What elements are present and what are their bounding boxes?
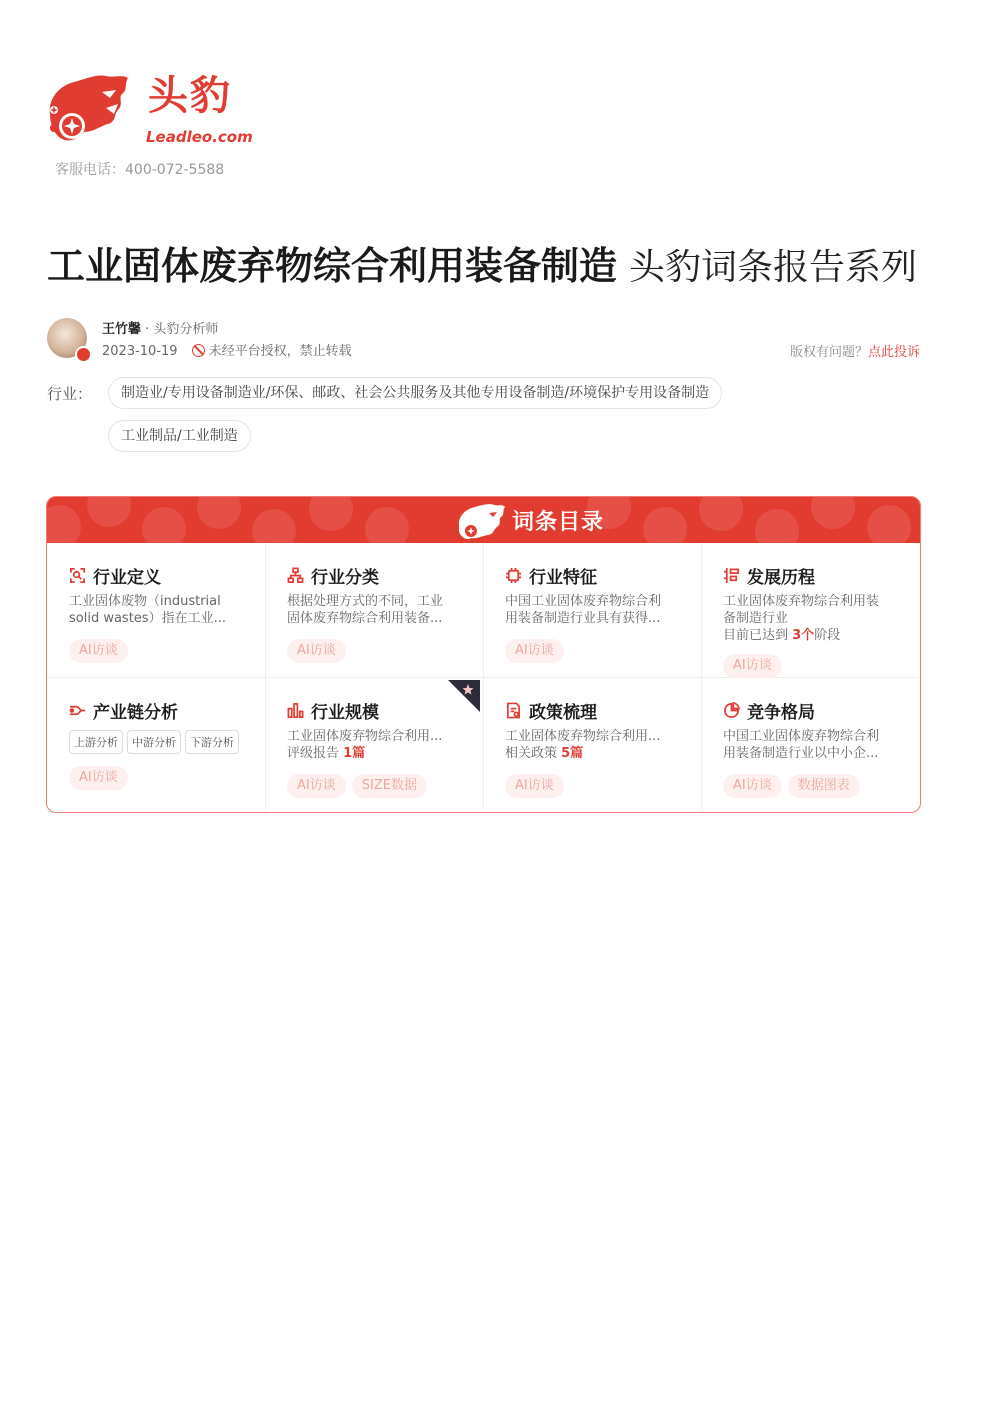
search-doc-icon <box>69 567 86 584</box>
premium-corner-icon <box>448 680 480 712</box>
complaint-area <box>790 341 920 360</box>
toc-cell-line: 用装备制造行业以中小企... <box>723 746 879 761</box>
toc-cell-history[interactable] <box>701 543 919 678</box>
complaint-link[interactable]: 点此投诉 <box>867 345 920 360</box>
toc-cell-definition[interactable] <box>47 543 265 663</box>
ai-interview-pill[interactable]: AI访谈 <box>69 639 128 663</box>
date-line <box>102 340 352 359</box>
toc-cell-title: 行业分类 <box>311 567 379 588</box>
downstream-tag[interactable]: 下游分析 <box>185 730 239 754</box>
toc-cell-extra: 评级报告 1篇 <box>287 746 366 761</box>
toc-cell-classification[interactable] <box>265 543 483 663</box>
avatar-badge-icon <box>75 346 92 363</box>
toc-cell-extra: 目前已达到 3个阶段 <box>723 628 841 643</box>
brand-name-en: Leadleo.com <box>146 128 253 146</box>
toc-cell-title: 政策梳理 <box>529 702 597 723</box>
toc-cell-line: 工业固体废物（industrial <box>69 594 221 609</box>
toc-cell-title: 行业规模 <box>311 702 379 723</box>
toc-cell-line: 工业固体废弃物综合利用... <box>505 729 661 744</box>
toc-cell-line: 备制造行业 <box>723 611 789 626</box>
size-data-pill[interactable]: SIZE数据 <box>352 774 427 798</box>
pie-chart-icon <box>723 702 740 719</box>
toc-cell-policy[interactable] <box>483 678 701 798</box>
publish-date: 2023-10-19 <box>102 344 178 359</box>
ai-interview-pill[interactable]: AI访谈 <box>69 766 128 790</box>
toc-cell-line: 中国工业固体废弃物综合利 <box>723 729 880 744</box>
data-chart-pill[interactable]: 数据图表 <box>788 774 860 798</box>
toc-cell-line: 根据处理方式的不同，工业 <box>287 594 444 609</box>
toc-cell-title: 竞争格局 <box>747 702 815 723</box>
copyright-notice: 未经平台授权，禁止转载 <box>208 344 352 359</box>
hierarchy-icon <box>287 567 304 584</box>
toc-cell-title: 发展历程 <box>747 567 815 588</box>
complaint-prefix: 版权有问题？ <box>789 345 868 360</box>
toc-cell-title: 产业链分析 <box>93 702 178 723</box>
author-name[interactable]: 王竹馨 <box>102 322 142 337</box>
prohibited-icon <box>192 344 205 357</box>
chip-icon <box>505 567 522 584</box>
toc-header <box>47 497 920 543</box>
toc-cell-line: 工业固体废弃物综合利用装 <box>723 594 880 609</box>
toc-cell-line: solid wastes）指在工业... <box>69 611 226 626</box>
toc-cell-extra: 相关政策 5篇 <box>505 746 584 761</box>
toc-cell-line: 用装备制造行业具有获得... <box>505 611 661 626</box>
author-role: · 头豹分析师 <box>145 322 219 337</box>
toc-cell-competition[interactable] <box>701 678 919 798</box>
upstream-tag[interactable]: 上游分析 <box>69 730 123 754</box>
ai-interview-pill[interactable]: AI访谈 <box>723 654 782 678</box>
toc-title: 词条目录 <box>512 510 605 535</box>
author-line <box>102 318 218 337</box>
industry-label: 行业： <box>47 385 93 403</box>
toc-panel <box>46 496 921 813</box>
toc-cell-title: 行业特征 <box>529 567 597 588</box>
report-title-main: 工业固体废弃物综合利用装备制造 <box>47 244 618 288</box>
toc-cell-features[interactable] <box>483 543 701 663</box>
industry-tag[interactable]: 工业制品/工业制造 <box>108 420 251 452</box>
toc-cell-title: 行业定义 <box>93 567 161 588</box>
toc-cell-line: 中国工业固体废弃物综合利 <box>505 594 662 609</box>
hotline-text: 客服电话：400-072-5588 <box>55 162 225 178</box>
industry-tag[interactable]: 制造业/专用设备制造业/环保、邮政、社会公共服务及其他专用设备制造/环境保护专用设备制造 <box>108 377 722 409</box>
ai-interview-pill[interactable]: AI访谈 <box>505 639 564 663</box>
leadleo-mascot-icon <box>455 501 507 541</box>
policy-doc-icon <box>505 702 522 719</box>
toc-cell-line: 固体废弃物综合利用装备... <box>287 611 443 626</box>
toc-cell-chain[interactable] <box>47 678 265 790</box>
report-title-series: 头豹词条报告系列 <box>629 247 918 288</box>
ai-interview-pill[interactable]: AI访谈 <box>287 774 346 798</box>
ai-interview-pill[interactable]: AI访谈 <box>723 774 782 798</box>
toc-cell-line: 工业固体废弃物综合利用... <box>287 729 443 744</box>
brand-name-cn: 头豹 <box>148 73 232 119</box>
midstream-tag[interactable]: 中游分析 <box>127 730 181 754</box>
chain-icon <box>69 702 86 719</box>
ai-interview-pill[interactable]: AI访谈 <box>287 639 346 663</box>
timeline-icon <box>723 567 740 584</box>
bar-chart-icon <box>287 702 304 719</box>
ai-interview-pill[interactable]: AI访谈 <box>505 774 564 798</box>
report-title <box>47 240 917 300</box>
